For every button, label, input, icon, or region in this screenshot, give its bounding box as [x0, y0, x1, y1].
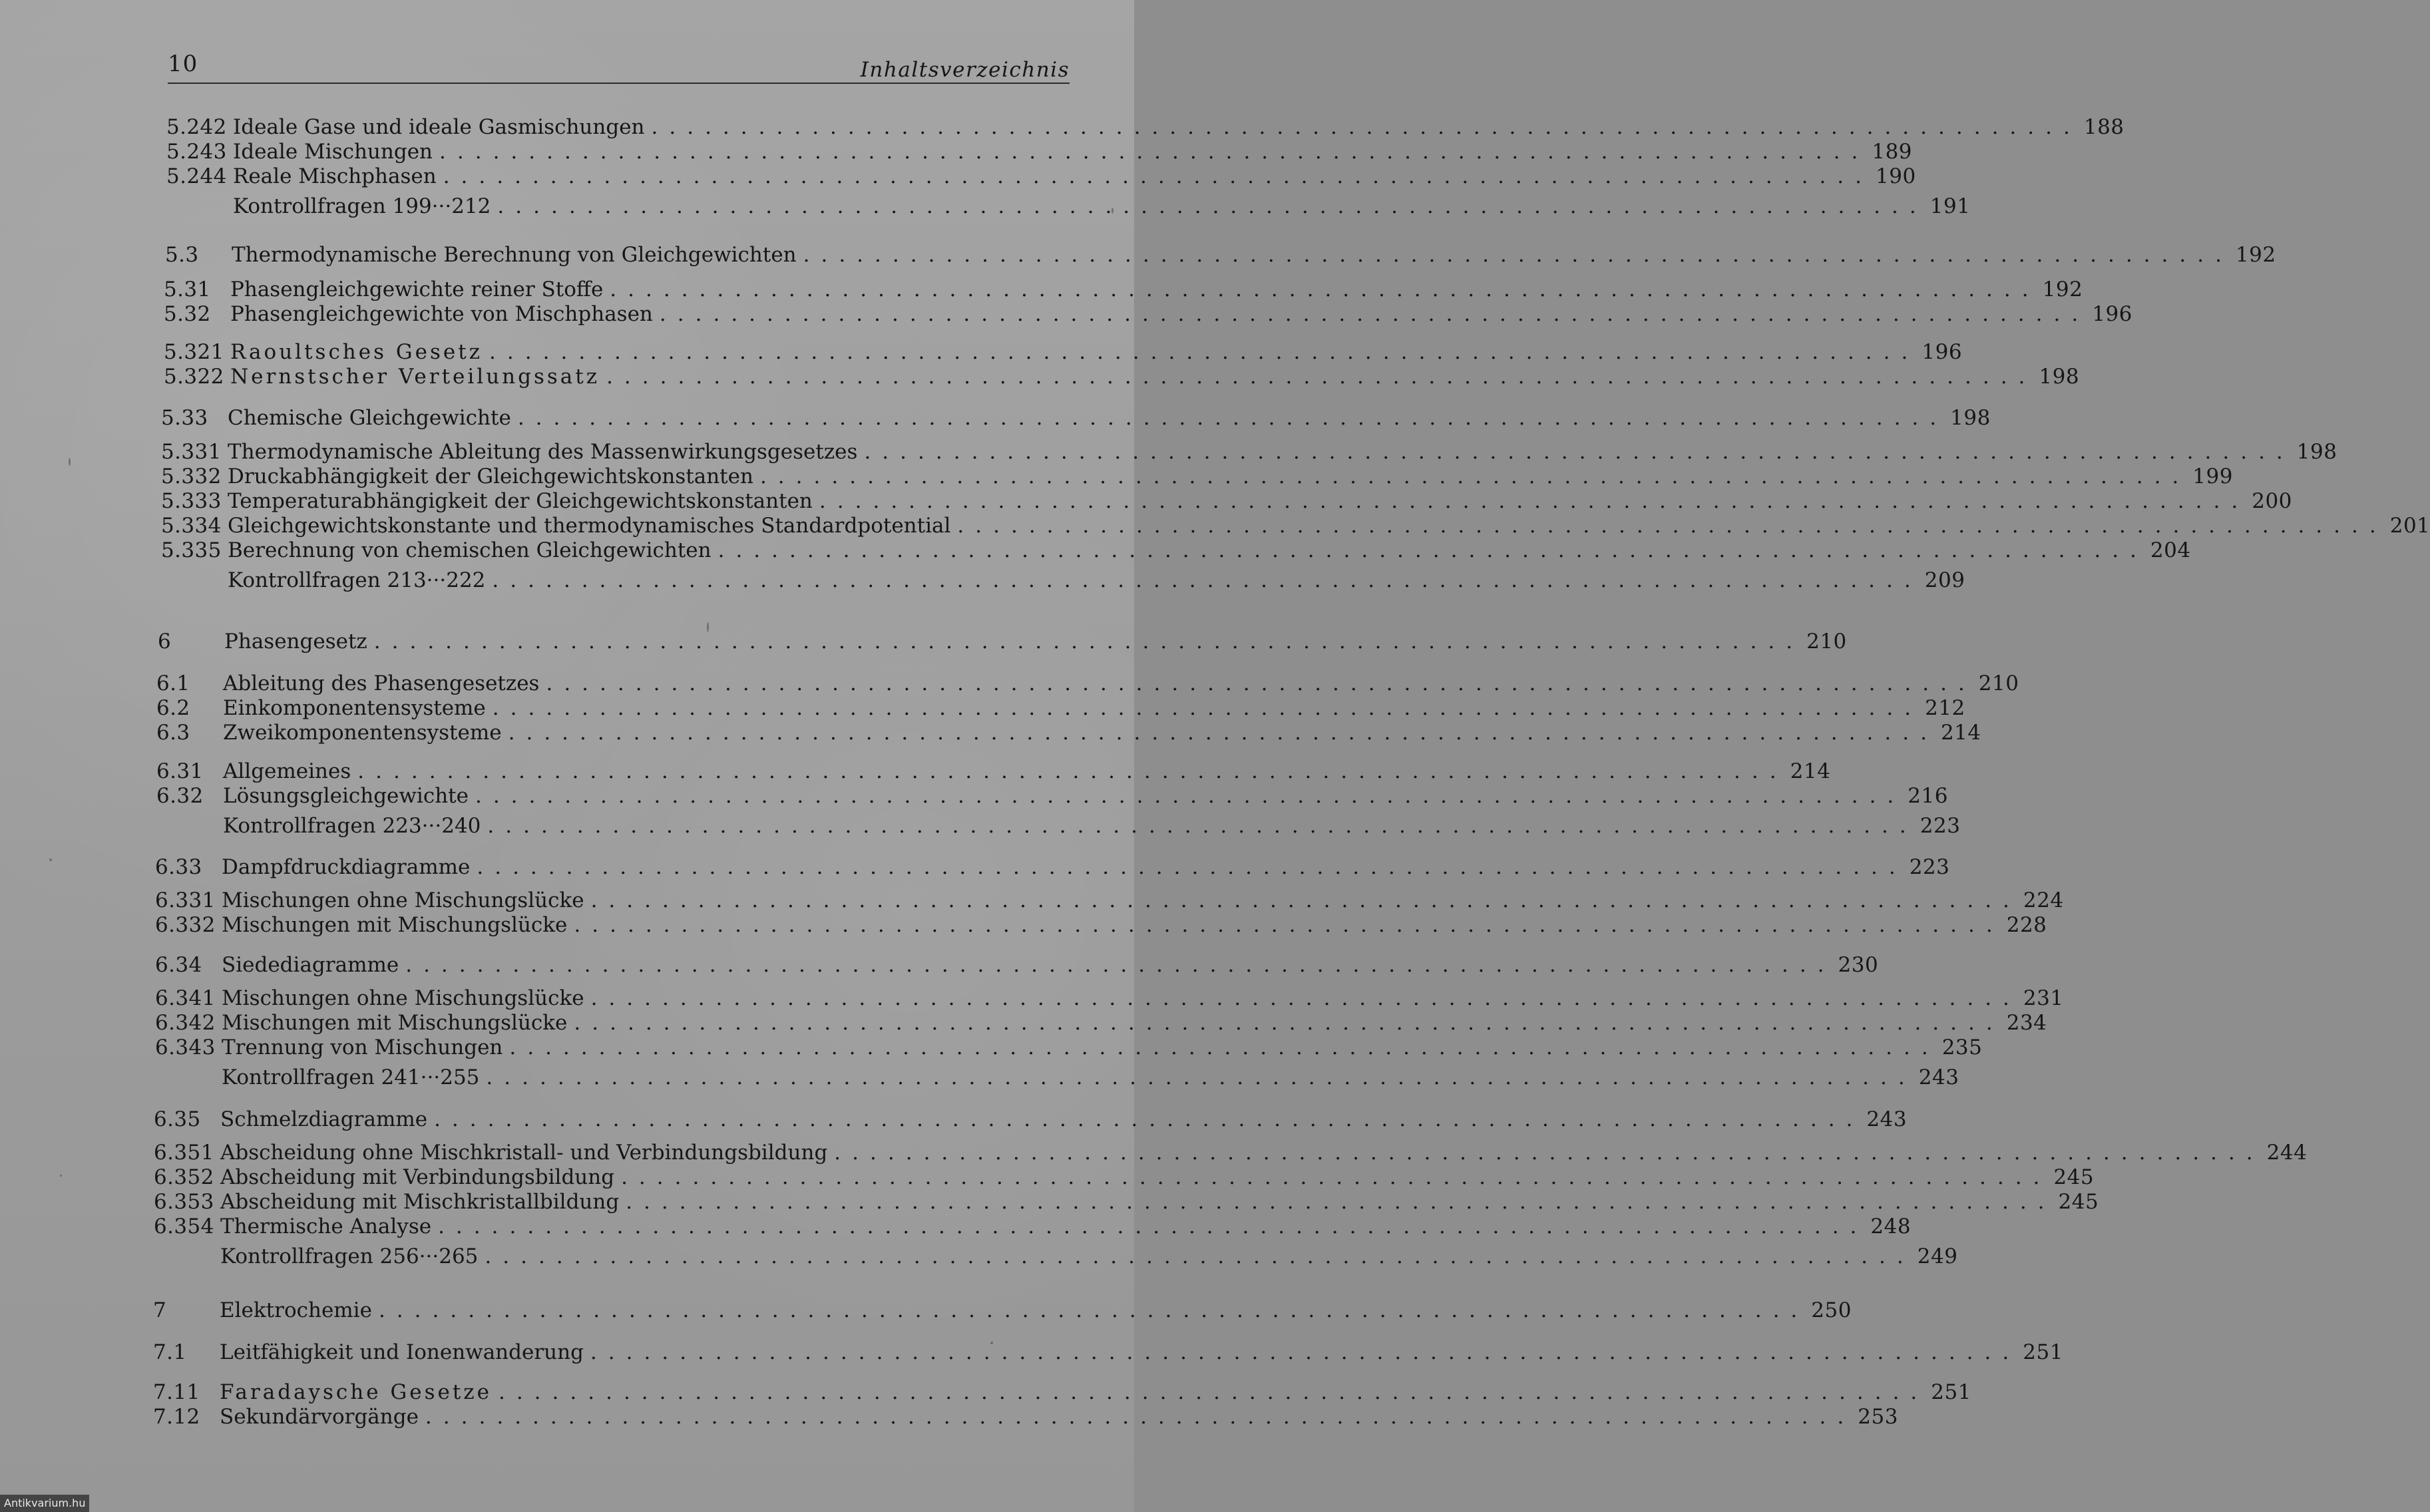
toc-entry-title: Siedediagramme [222, 953, 399, 977]
toc-entry-page: 253 [1858, 1405, 1898, 1429]
toc-entry-page: 190 [1876, 164, 1916, 188]
leader-dots: ................................................................................ [517, 406, 1948, 430]
leader-dots: ................................................................................ [373, 630, 1804, 654]
toc-entry-page: 245 [2053, 1165, 2095, 1189]
toc-entry-page: 199 [2192, 465, 2233, 488]
toc-entry-title: Einkomponentensysteme [223, 696, 486, 720]
toc-entry [156, 759, 1831, 784]
toc-entry [155, 888, 2064, 913]
toc-entry [166, 194, 1971, 219]
toc-entry-page: 243 [1918, 1065, 1959, 1089]
toc-entry-number: 6.34 [155, 953, 202, 977]
toc-entry-number: 6.341 [155, 986, 216, 1010]
leader-dots: ................................................................................ [610, 278, 2040, 301]
leader-dots: ................................................................................ [489, 340, 1920, 364]
leader-dots: ................................................................................ [475, 784, 1906, 808]
toc-entry [153, 1380, 1971, 1405]
leader-dots: ................................................................................ [759, 465, 2190, 488]
toc-entry [161, 488, 2292, 514]
toc-entry-number: 6.31 [156, 759, 204, 783]
toc-entry-title: Kontrollfragen 256···265 [220, 1244, 479, 1268]
leader-dots: ................................................................................ [606, 365, 2037, 389]
watermark: Antikvarium.hu [0, 1495, 89, 1512]
toc-entry-number: 5.3 [165, 243, 199, 267]
toc-entry-number: 5.322 [164, 365, 224, 389]
toc-entry-page: 244 [2266, 1141, 2308, 1165]
toc-entry [165, 242, 2276, 268]
toc-entry-page: 200 [2252, 489, 2292, 513]
toc-entry [155, 952, 1879, 978]
toc-entry [161, 513, 2430, 538]
toc-entry [161, 439, 2337, 465]
toc-entry-page: 214 [1790, 759, 1831, 783]
leader-dots: ................................................................................ [492, 696, 1923, 720]
toc-entry-title: Phasengesetz [224, 630, 367, 654]
toc-entry-title: Phasengleichgewichte reiner Stoffe [230, 278, 604, 301]
toc-entry-page: 243 [1866, 1107, 1908, 1131]
toc-entry-page: 216 [1908, 784, 1948, 808]
toc-entry-title: Kontrollfragen 223···240 [223, 814, 481, 838]
toc-entry-number: 6.352 [154, 1165, 214, 1189]
leader-dots: ................................................................................ [498, 1380, 1929, 1404]
toc-entry [156, 783, 1948, 809]
toc-entry-title: Lösungsgleichgewichte [223, 784, 469, 808]
toc-entry-page: 196 [2092, 302, 2132, 326]
toc-entry-number: 7.1 [153, 1340, 187, 1364]
toc-entry-page: 245 [2058, 1190, 2099, 1214]
leader-dots: ................................................................................ [621, 1165, 2051, 1189]
toc-entry-number: 5.334 [161, 514, 222, 538]
toc-entry-page: 234 [2006, 1011, 2047, 1035]
toc-entry [158, 629, 1847, 654]
toc-entry-page: 223 [1920, 814, 1961, 838]
toc-entry-page: 251 [2023, 1340, 2063, 1364]
toc-entry [155, 1065, 1959, 1090]
toc-entry-number: 5.32 [164, 302, 211, 326]
toc-entry [154, 1140, 2308, 1165]
toc-entry-number: 6.331 [155, 888, 216, 912]
toc-entry-page: 191 [1929, 194, 1971, 218]
toc-entry-title: Nernstscher Verteilungssatz [230, 365, 600, 389]
toc-entry-title: Zweikomponentensysteme [223, 721, 502, 745]
toc-entry-page: 249 [1917, 1244, 1958, 1268]
toc-entry [161, 405, 1991, 431]
paper-speck [69, 458, 71, 466]
toc-entry-page: 251 [1931, 1380, 1971, 1404]
toc-entry-number: 6.351 [154, 1141, 214, 1165]
leader-dots: ................................................................................ [509, 1036, 1939, 1059]
toc-entry [155, 986, 2064, 1011]
toc-entry-title: Kontrollfragen 241···255 [222, 1065, 480, 1089]
toc-entry [156, 695, 1965, 721]
toc-entry-page: 223 [1909, 855, 1950, 879]
toc-entry-page: 188 [2083, 115, 2125, 139]
toc-entry-number: 6.2 [156, 696, 190, 720]
leader-dots: ................................................................................ [590, 986, 2021, 1010]
toc-entry [166, 139, 1913, 164]
toc-entry-number: 5.333 [161, 489, 222, 513]
leader-dots: ................................................................................ [834, 1141, 2264, 1165]
running-head: Inhaltsverzeichnis [860, 58, 1070, 82]
toc-entry-title: Druckabhängigkeit der Gleichgewichtskonstanten [228, 465, 753, 488]
toc-entry-title: Leitfähigkeit und Ionenwanderung [220, 1340, 584, 1364]
toc-entry-number: 6.32 [156, 784, 204, 808]
toc-entry-number: 6.35 [154, 1107, 201, 1131]
toc-entry-title: Abscheidung mit Mischkristallbildung [220, 1190, 620, 1214]
toc-entry-title: Thermodynamische Berechnung von Gleichgewichten [232, 243, 797, 267]
toc-entry [155, 1035, 1983, 1060]
toc-entry-number: 5.321 [164, 340, 224, 364]
toc-entry-page: 210 [1806, 630, 1847, 654]
toc-entry-number: 6.343 [155, 1036, 216, 1059]
toc-entry [161, 568, 1965, 593]
toc-entry [161, 538, 2191, 563]
toc-entry-page: 204 [2150, 538, 2191, 562]
toc-entry [156, 671, 2019, 696]
leader-dots: ................................................................................ [405, 953, 1836, 977]
toc-entry-number: 5.335 [161, 538, 222, 562]
leader-dots: ................................................................................ [651, 115, 2081, 139]
toc-entry-page: 235 [1941, 1036, 1983, 1059]
toc-entry-number: 5.331 [161, 440, 222, 464]
toc-entry-title: Reale Mischphasen [233, 164, 437, 188]
toc-entry [154, 1165, 2095, 1190]
toc-entry-number: 7 [153, 1298, 167, 1322]
paper-speck [1112, 208, 1114, 214]
toc-entry-title: Allgemeines [223, 759, 351, 783]
leader-dots: ................................................................................ [439, 140, 1870, 164]
toc-entry [156, 720, 1981, 745]
toc-entry-page: 224 [2023, 888, 2064, 912]
toc-entry-title: Kontrollfragen 213···222 [228, 568, 486, 592]
toc-entry-title: Abscheidung mit Verbindungsbildung [220, 1165, 615, 1189]
toc-entry [155, 854, 1950, 880]
toc-entry-number: 6.332 [155, 913, 216, 937]
toc-entry-page: 196 [1922, 340, 1963, 364]
leader-dots: ................................................................................ [497, 194, 1927, 218]
toc-entry-title: Chemische Gleichgewichte [228, 406, 511, 430]
toc-entry-page: 231 [2023, 986, 2064, 1010]
leader-dots: ................................................................................ [477, 855, 1907, 879]
paper-speck [707, 622, 709, 632]
leader-dots: ................................................................................ [378, 1298, 1809, 1322]
toc-entry-number: 7.11 [153, 1380, 200, 1404]
toc-entry-title: Kontrollfragen 199···212 [233, 194, 491, 218]
leader-dots: ................................................................................ [485, 1244, 1915, 1268]
toc-entry-page: 212 [1925, 696, 1965, 720]
leader-dots: ................................................................................ [487, 814, 1918, 838]
paper-speck [49, 858, 52, 861]
toc-entry-title: Thermodynamische Ableitung des Massenwirkungsgesetzes [228, 440, 858, 464]
page-number: 10 [168, 51, 198, 77]
toc-entry-title: Trennung von Mischungen [222, 1036, 503, 1059]
toc-entry-title: Faradaysche Gesetze [220, 1380, 492, 1404]
leader-dots: ................................................................................ [864, 440, 2294, 464]
toc-entry-page: 228 [2006, 913, 2047, 937]
toc-entry-number: 7.12 [153, 1405, 200, 1429]
leader-dots: ................................................................................ [717, 538, 2148, 562]
leader-dots: ................................................................................ [659, 302, 2090, 326]
toc-entry-page: 230 [1838, 953, 1879, 977]
toc-entry-title: Mischungen ohne Mischungslücke [222, 888, 584, 912]
toc-entry [154, 1107, 1908, 1132]
leader-dots: ................................................................................ [508, 721, 1938, 745]
leader-dots: ................................................................................ [357, 759, 1788, 783]
leader-dots: ................................................................................ [626, 1190, 2056, 1214]
leader-dots: ................................................................................ [819, 489, 2250, 513]
leader-dots: ................................................................................ [492, 568, 1922, 592]
toc-entry [153, 1404, 1898, 1429]
toc-entry-page: 209 [1924, 568, 1965, 592]
toc-entry-title: Phasengleichgewichte von Mischphasen [230, 302, 653, 326]
leader-dots: ................................................................................ [434, 1107, 1864, 1131]
toc-entry-number: 5.33 [161, 406, 208, 430]
toc-entry [154, 1244, 1958, 1269]
toc-entry-page: 192 [2042, 278, 2083, 301]
toc-entry [153, 1340, 2063, 1365]
leader-dots: ................................................................................ [590, 1340, 2021, 1364]
toc-entry-page: 201 [2389, 514, 2430, 538]
toc-entry-number: 5.243 [166, 140, 227, 164]
leader-dots: ................................................................................ [486, 1065, 1916, 1089]
toc-entry-title: Mischungen mit Mischungslücke [222, 1011, 568, 1035]
toc-entry-title: Dampfdruckdiagramme [222, 855, 471, 879]
toc-entry-title: Abscheidung ohne Mischkristall- und Verbindungsbildung [220, 1141, 828, 1165]
toc-entry-number: 5.332 [161, 465, 222, 488]
leader-dots: ................................................................................ [574, 913, 2004, 937]
toc-entry-page: 198 [2039, 365, 2080, 389]
toc-entry-page: 214 [1940, 721, 1981, 745]
toc-entry [164, 301, 2132, 327]
toc-entry-number: 6.3 [156, 721, 190, 745]
toc-entry [164, 339, 1963, 365]
toc-entry-number: 6.353 [154, 1190, 214, 1214]
leader-dots: ................................................................................ [546, 671, 1976, 695]
toc-entry-title: Mischungen ohne Mischungslücke [222, 986, 584, 1010]
toc-entry-page: 192 [2235, 243, 2276, 267]
toc-entry-title: Sekundärvorgänge [220, 1405, 419, 1429]
paper-speck [990, 1342, 993, 1344]
toc-entry-page: 210 [1978, 671, 2019, 695]
toc-entry-title: Thermische Analyse [220, 1215, 432, 1238]
toc-entry-title: Mischungen mit Mischungslücke [222, 913, 568, 937]
toc-entry-page: 248 [1870, 1215, 1912, 1238]
leader-dots: ................................................................................ [425, 1405, 1856, 1429]
toc-entry-title: Ideale Gase und ideale Gasmischungen [233, 115, 645, 139]
toc-entry [164, 364, 2080, 389]
leader-dots: ................................................................................ [957, 514, 2387, 538]
leader-dots: ................................................................................ [803, 243, 2233, 267]
paper-speck [60, 1175, 62, 1177]
toc-entry [166, 164, 1916, 189]
toc-entry-number: 5.31 [164, 278, 211, 301]
toc-entry-number: 6.342 [155, 1011, 216, 1035]
toc-entry-title: Temperaturabhängigkeit der Gleichgewichtskonstanten [228, 489, 813, 513]
toc-entry-title: Berechnung von chemischen Gleichgewichten [228, 538, 711, 562]
toc-entry-page: 189 [1872, 140, 1913, 164]
toc-entry-number: 5.242 [166, 115, 227, 139]
toc-entry-title: Ableitung des Phasengesetzes [223, 671, 540, 695]
toc-entry [153, 1298, 1852, 1323]
toc-entry-title: Ideale Mischungen [233, 140, 433, 164]
toc-entry-number: 6 [158, 630, 172, 654]
toc-entry [164, 277, 2083, 302]
toc-entry [154, 1214, 1912, 1239]
toc-entry-number: 5.244 [166, 164, 227, 188]
toc-entry-title: Elektrochemie [220, 1298, 372, 1322]
toc-entry-number: 6.1 [156, 671, 190, 695]
leader-dots: ................................................................................ [443, 164, 1874, 188]
leader-dots: ................................................................................ [574, 1011, 2004, 1035]
toc-entry [166, 114, 2125, 140]
toc-entry-title: Raoultsches Gesetz [230, 340, 483, 364]
toc-entry [155, 912, 2047, 938]
leader-dots: ................................................................................ [590, 888, 2021, 912]
toc-entry [156, 813, 1961, 839]
toc-entry-page: 250 [1811, 1298, 1852, 1322]
toc-entry-title: Schmelzdiagramme [220, 1107, 428, 1131]
toc-entry-title: Gleichgewichtskonstante und thermodynamisches Standardpotential [228, 514, 951, 538]
toc-entry [154, 1189, 2099, 1215]
toc-entry-number: 6.33 [155, 855, 202, 879]
toc-entry-page: 198 [1950, 406, 1991, 430]
toc-entry-number: 6.354 [154, 1215, 214, 1238]
leader-dots: ................................................................................ [438, 1215, 1868, 1238]
toc-entry-page: 198 [2296, 440, 2337, 464]
toc-entry [161, 464, 2233, 489]
toc-entry [155, 1010, 2047, 1036]
